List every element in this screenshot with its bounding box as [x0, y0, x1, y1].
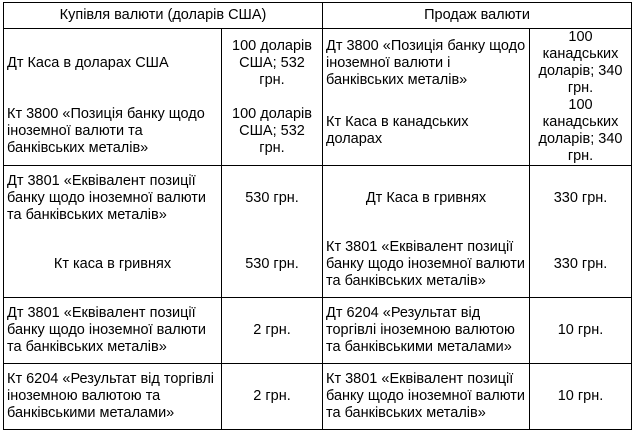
buy-amount: 100 доларів США; 532 грн. [222, 29, 323, 98]
table-row [4, 166, 632, 232]
sell-entry: Дт 6204 «Результат від торгівлі іноземною валютою та банківськими металами» [323, 298, 530, 364]
header-row [4, 3, 632, 29]
sell-amount: 10 грн. [530, 298, 632, 364]
buy-amount: 530 грн. [222, 166, 323, 232]
sell-amount: 100 канадських доларів; 340 грн. [530, 29, 632, 98]
buy-amount: 2 грн. [222, 298, 323, 364]
buy-entry: Кт каса в гривнях [4, 232, 222, 298]
sell-currency-header: Продаж валюти [323, 3, 632, 29]
table-row [4, 232, 632, 298]
buy-entry: Дт 3801 «Еквівалент позиції банку щодо іноземної валюти та банківських металів» [4, 298, 222, 364]
buy-currency-header: Купівля валюти (доларів США) [4, 3, 323, 29]
buy-entry: Кт 6204 «Результат від торгівлі іноземною валютою та банківськими металами» [4, 364, 222, 430]
table-row [4, 97, 632, 166]
buy-entry: Дт Каса в доларах США [4, 29, 222, 98]
sell-amount: 330 грн. [530, 232, 632, 298]
sell-amount: 100 канадських доларів; 340 грн. [530, 97, 632, 166]
sell-entry: Кт 3801 «Еквівалент позиції банку щодо іноземної валюти та банківських металів» [323, 232, 530, 298]
table-row [4, 364, 632, 430]
buy-entry: Кт 3800 «Позиція банку щодо іноземної валюти та банківських металів» [4, 97, 222, 166]
currency-operations-table [3, 2, 632, 430]
sell-amount: 330 грн. [530, 166, 632, 232]
buy-entry: Дт 3801 «Еквівалент позиції банку щодо іноземної валюти та банківських металів» [4, 166, 222, 232]
table-row [4, 29, 632, 98]
sell-entry: Кт Каса в канадських доларах [323, 97, 530, 166]
buy-amount: 2 грн. [222, 364, 323, 430]
sell-entry: Дт Каса в гривнях [323, 166, 530, 232]
table-row [4, 298, 632, 364]
buy-amount: 530 грн. [222, 232, 323, 298]
buy-amount: 100 доларів США; 532 грн. [222, 97, 323, 166]
sell-amount: 10 грн. [530, 364, 632, 430]
sell-entry: Дт 3800 «Позиція банку щодо іноземної валюти і банківських металів» [323, 29, 530, 98]
sell-entry: Кт 3801 «Еквівалент позиції банку щодо іноземної валюти та банківських металів» [323, 364, 530, 430]
